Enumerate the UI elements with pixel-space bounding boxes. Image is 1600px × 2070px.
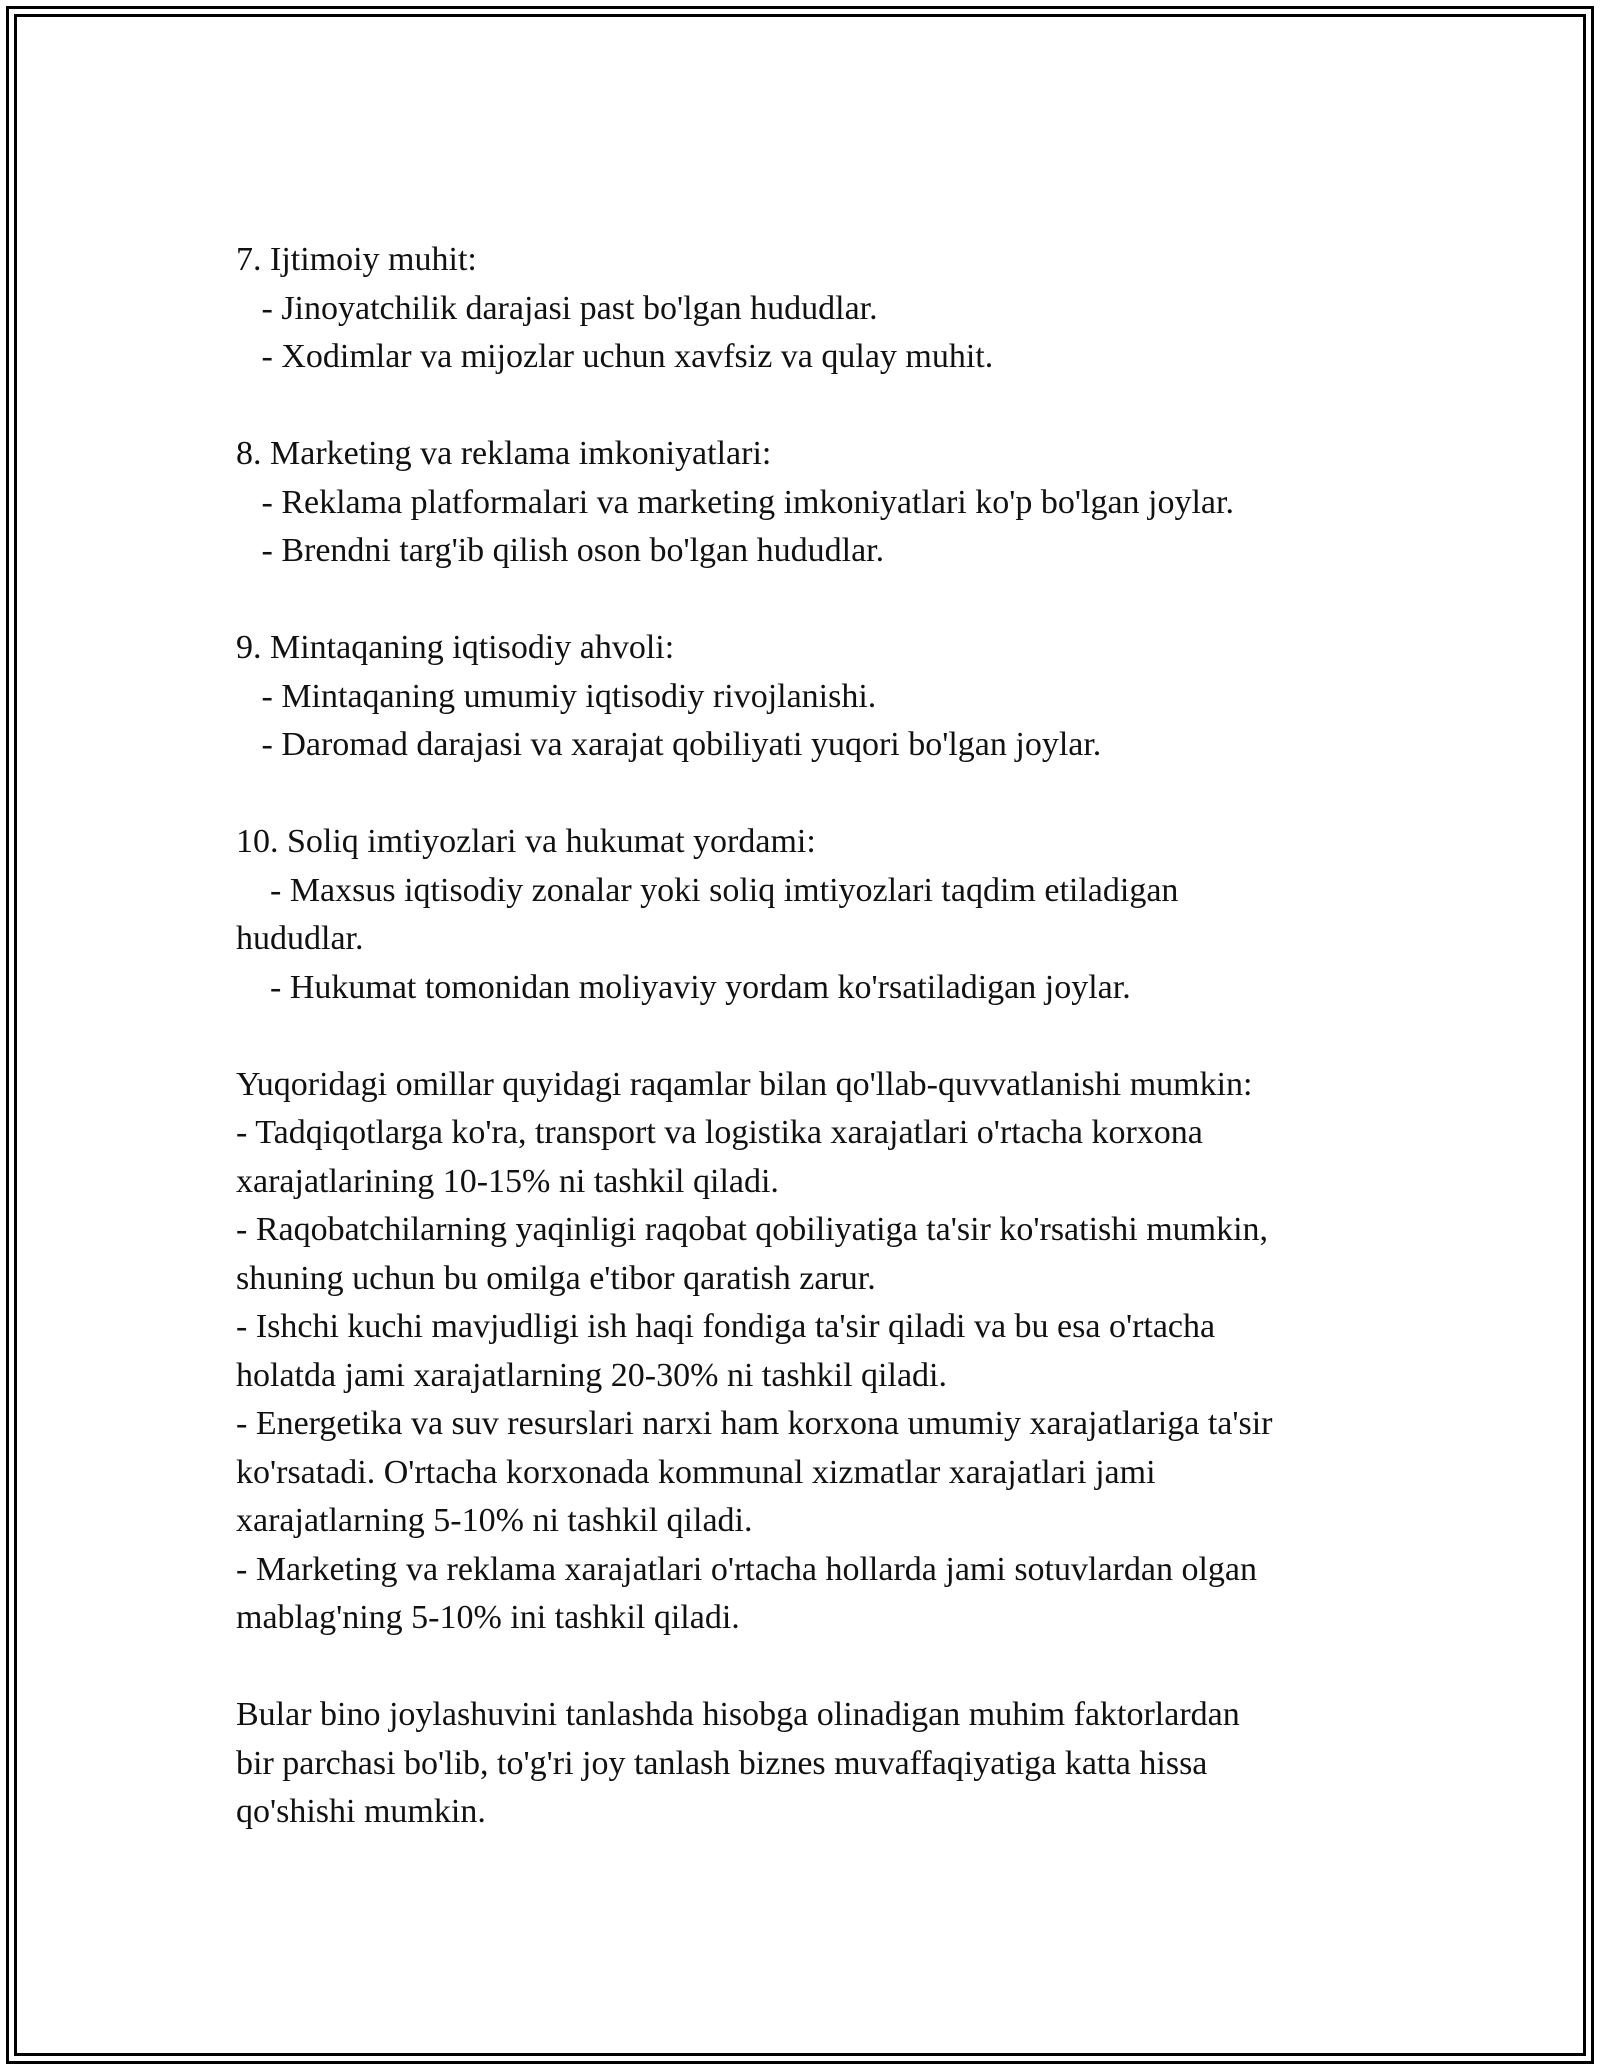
summary-intro: Yuqoridagi omillar quyidagi raqamlar bilan qo'llab-quvvatlanishi mumkin: [236,1065,1253,1103]
list-item-continuation: hududlar. [236,920,364,957]
paragraph-spacer [236,1643,1386,1692]
section-iqtisodiy-ahvol [236,624,1386,770]
paragraph-spacer [236,382,1386,431]
summary-line: holatda jami xarajatlarning 20-30% ni tashkil qiladi. [236,1356,947,1394]
section-soliq-imtiyozlari [236,818,1386,1012]
list-item: - Maxsus iqtisodiy zonalar yoki soliq imtiyozlari taqdim etiladigan [236,871,1179,909]
section-heading: 7. Ijtimoiy muhit: [236,241,477,278]
summary-line: mablag'ning 5-10% ini tashkil qiladi. [236,1599,740,1636]
summary-line: - Energetika va suv resurslari narxi ham korxona umumiy xarajatlariga ta'sir [236,1405,1273,1442]
summary-line: - Tadqiqotlarga ko'ra, transport va logistika xarajatlari o'rtacha korxona [236,1114,1203,1151]
conclusion-line: qo'shishi mumkin. [236,1793,486,1830]
list-item: - Daromad darajasi va xarajat qobiliyati yuqori bo'lgan joylar. [236,726,1102,763]
section-heading: 10. Soliq imtiyozlari va hukumat yordami: [236,823,816,860]
section-ijtimoiy-muhit [236,236,1386,382]
paragraph-spacer [236,576,1386,625]
paragraph-spacer [236,1012,1386,1061]
section-heading: 8. Marketing va reklama imkoniyatlari: [236,435,772,472]
summary-line: shuning uchun bu omilga e'tibor qaratish zarur. [236,1259,876,1297]
section-marketing [236,430,1386,576]
list-item: - Xodimlar va mijozlar uchun xavfsiz va qulay muhit. [236,338,994,375]
document-body [236,236,1386,1837]
section-heading: 9. Mintaqaning iqtisodiy ahvoli: [236,629,675,666]
summary-line: ko'rsatadi. O'rtacha korxonada kommunal xizmatlar xarajatlari jami [236,1453,1156,1491]
summary-line: xarajatlarning 5-10% ni tashkil qiladi. [236,1502,753,1539]
conclusion-block [236,1691,1386,1837]
list-item: - Brendni targ'ib qilish oson bo'lgan hududlar. [236,532,885,569]
summary-line: - Raqobatchilarning yaqinligi raqobat qobiliyatiga ta'sir ko'rsatishi mumkin, [236,1211,1269,1248]
conclusion-line: Bular bino joylashuvini tanlashda hisobga olinadigan muhim faktorlardan [236,1696,1240,1733]
summary-block [236,1061,1386,1643]
summary-line: xarajatlarining 10-15% ni tashkil qiladi. [236,1162,779,1200]
paragraph-spacer [236,770,1386,819]
summary-line: - Marketing va reklama xarajatlari o'rtacha hollarda jami sotuvlardan olgan [236,1550,1257,1588]
list-item: - Reklama platformalari va marketing imkoniyatlari ko'p bo'lgan joylar. [236,483,1234,521]
list-item: - Hukumat tomonidan moliyaviy yordam ko'rsatiladigan joylar. [236,968,1131,1006]
list-item: - Jinoyatchilik darajasi past bo'lgan hududlar. [236,289,878,327]
conclusion-line: bir parchasi bo'lib, to'g'ri joy tanlash biznes muvaffaqiyatiga katta hissa [236,1744,1208,1782]
summary-line: - Ishchi kuchi mavjudligi ish haqi fondiga ta'sir qiladi va bu esa o'rtacha [236,1308,1216,1345]
list-item: - Mintaqaning umumiy iqtisodiy rivojlanishi. [236,677,877,715]
